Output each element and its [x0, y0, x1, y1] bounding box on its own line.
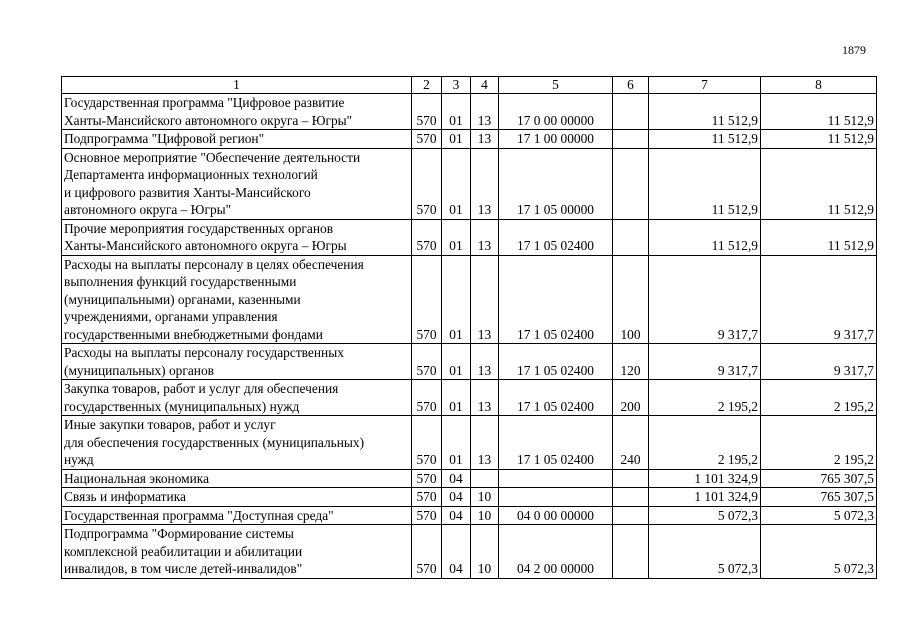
expense-type-cell: [613, 525, 649, 579]
table-row: [62, 255, 877, 344]
amount-year-2-cell: 11 512,9: [761, 219, 877, 255]
section-code-cell: 01: [442, 344, 471, 380]
amount-year-1-cell: 2 195,2: [649, 380, 761, 416]
amount-year-2-cell: 2 195,2: [761, 380, 877, 416]
column-header: 5: [499, 77, 613, 94]
ministry-code-cell: 570: [412, 148, 442, 219]
item-name-cell: Закупка товаров, работ и услуг для обеспечения государственных (муниципальных) нужд: [62, 380, 412, 416]
ministry-code-cell: 570: [412, 488, 442, 507]
amount-year-1-cell: 9 317,7: [649, 344, 761, 380]
subsection-code-cell: [471, 469, 499, 488]
section-code-cell: 01: [442, 130, 471, 149]
table-row: [62, 525, 877, 579]
item-name-cell: Иные закупки товаров, работ и услуг для обеспечения государственных (муниципальных) нужд: [62, 416, 412, 470]
expense-type-cell: [613, 506, 649, 525]
target-article-cell: 17 1 05 02400: [499, 255, 613, 344]
subsection-code-cell: 10: [471, 506, 499, 525]
item-name-cell: Национальная экономика: [62, 469, 412, 488]
target-article-cell: 04 0 00 00000: [499, 506, 613, 525]
section-code-cell: 04: [442, 469, 471, 488]
column-header: 7: [649, 77, 761, 94]
amount-year-1-cell: 11 512,9: [649, 219, 761, 255]
ministry-code-cell: 570: [412, 469, 442, 488]
expense-type-cell: 120: [613, 344, 649, 380]
amount-year-2-cell: 11 512,9: [761, 148, 877, 219]
target-article-cell: 17 1 05 02400: [499, 380, 613, 416]
amount-year-2-cell: 9 317,7: [761, 255, 877, 344]
expense-type-cell: [613, 148, 649, 219]
target-article-cell: 17 1 05 02400: [499, 416, 613, 470]
amount-year-1-cell: 1 101 324,9: [649, 488, 761, 507]
table-header-row: [62, 77, 877, 94]
item-name-cell: Подпрограмма "Формирование системы комплексной реабилитации и абилитации инвалидов, в том числе детей-инвалидов": [62, 525, 412, 579]
amount-year-1-cell: 5 072,3: [649, 525, 761, 579]
column-header: 8: [761, 77, 877, 94]
target-article-cell: 17 1 05 00000: [499, 148, 613, 219]
section-code-cell: 01: [442, 94, 471, 130]
subsection-code-cell: 13: [471, 380, 499, 416]
expense-type-cell: [613, 219, 649, 255]
ministry-code-cell: 570: [412, 130, 442, 149]
budget-table: [61, 76, 877, 579]
expense-type-cell: [613, 488, 649, 507]
item-name-cell: Расходы на выплаты персоналу в целях обеспечения выполнения функций государственными (муниципальными) органами, казенными учреждениями, органами управления государственными внебюджетными фондами: [62, 255, 412, 344]
subsection-code-cell: 10: [471, 525, 499, 579]
ministry-code-cell: 570: [412, 525, 442, 579]
expense-type-cell: [613, 130, 649, 149]
subsection-code-cell: 13: [471, 148, 499, 219]
item-name-cell: Прочие мероприятия государственных органов Ханты-Мансийского автономного округа – Югры: [62, 219, 412, 255]
table-row: [62, 416, 877, 470]
target-article-cell: [499, 469, 613, 488]
expense-type-cell: [613, 94, 649, 130]
amount-year-2-cell: 5 072,3: [761, 506, 877, 525]
target-article-cell: 17 1 00 00000: [499, 130, 613, 149]
expense-type-cell: 100: [613, 255, 649, 344]
section-code-cell: 04: [442, 506, 471, 525]
subsection-code-cell: 13: [471, 255, 499, 344]
amount-year-1-cell: 1 101 324,9: [649, 469, 761, 488]
item-name-cell: Государственная программа "Цифровое развитие Ханты-Мансийского автономного округа – Югры": [62, 94, 412, 130]
section-code-cell: 01: [442, 380, 471, 416]
expense-type-cell: [613, 469, 649, 488]
subsection-code-cell: 13: [471, 130, 499, 149]
amount-year-2-cell: 11 512,9: [761, 94, 877, 130]
target-article-cell: 17 1 05 02400: [499, 219, 613, 255]
column-header: 1: [62, 77, 412, 94]
table-row: [62, 488, 877, 507]
ministry-code-cell: 570: [412, 380, 442, 416]
table-row: [62, 94, 877, 130]
column-header: 6: [613, 77, 649, 94]
amount-year-1-cell: 9 317,7: [649, 255, 761, 344]
ministry-code-cell: 570: [412, 94, 442, 130]
subsection-code-cell: 10: [471, 488, 499, 507]
column-header: 4: [471, 77, 499, 94]
subsection-code-cell: 13: [471, 219, 499, 255]
target-article-cell: 17 1 05 02400: [499, 344, 613, 380]
item-name-cell: Связь и информатика: [62, 488, 412, 507]
section-code-cell: 01: [442, 416, 471, 470]
table-row: [62, 469, 877, 488]
page-number: 1879: [842, 43, 866, 57]
section-code-cell: 01: [442, 148, 471, 219]
target-article-cell: [499, 488, 613, 507]
amount-year-1-cell: 11 512,9: [649, 94, 761, 130]
section-code-cell: 04: [442, 488, 471, 507]
amount-year-2-cell: 765 307,5: [761, 488, 877, 507]
target-article-cell: 04 2 00 00000: [499, 525, 613, 579]
item-name-cell: Основное мероприятие "Обеспечение деятельности Департамента информационных технологий и цифрового развития Ханты-Мансийского автономного округа – Югры": [62, 148, 412, 219]
amount-year-1-cell: 5 072,3: [649, 506, 761, 525]
item-name-cell: Подпрограмма "Цифровой регион": [62, 130, 412, 149]
amount-year-1-cell: 11 512,9: [649, 148, 761, 219]
ministry-code-cell: 570: [412, 255, 442, 344]
ministry-code-cell: 570: [412, 344, 442, 380]
table-row: [62, 344, 877, 380]
section-code-cell: 04: [442, 525, 471, 579]
amount-year-1-cell: 2 195,2: [649, 416, 761, 470]
ministry-code-cell: 570: [412, 506, 442, 525]
table-row: [62, 506, 877, 525]
column-header: 2: [412, 77, 442, 94]
amount-year-2-cell: 9 317,7: [761, 344, 877, 380]
section-code-cell: 01: [442, 219, 471, 255]
subsection-code-cell: 13: [471, 94, 499, 130]
ministry-code-cell: 570: [412, 416, 442, 470]
table-row: [62, 148, 877, 219]
item-name-cell: Государственная программа "Доступная среда": [62, 506, 412, 525]
target-article-cell: 17 0 00 00000: [499, 94, 613, 130]
item-name-cell: Расходы на выплаты персоналу государственных (муниципальных) органов: [62, 344, 412, 380]
ministry-code-cell: 570: [412, 219, 442, 255]
section-code-cell: 01: [442, 255, 471, 344]
expense-type-cell: 200: [613, 380, 649, 416]
amount-year-2-cell: 11 512,9: [761, 130, 877, 149]
amount-year-2-cell: 5 072,3: [761, 525, 877, 579]
subsection-code-cell: 13: [471, 416, 499, 470]
expense-type-cell: 240: [613, 416, 649, 470]
column-header: 3: [442, 77, 471, 94]
table-row: [62, 380, 877, 416]
amount-year-1-cell: 11 512,9: [649, 130, 761, 149]
amount-year-2-cell: 765 307,5: [761, 469, 877, 488]
subsection-code-cell: 13: [471, 344, 499, 380]
table-row: [62, 219, 877, 255]
table-row: [62, 130, 877, 149]
amount-year-2-cell: 2 195,2: [761, 416, 877, 470]
